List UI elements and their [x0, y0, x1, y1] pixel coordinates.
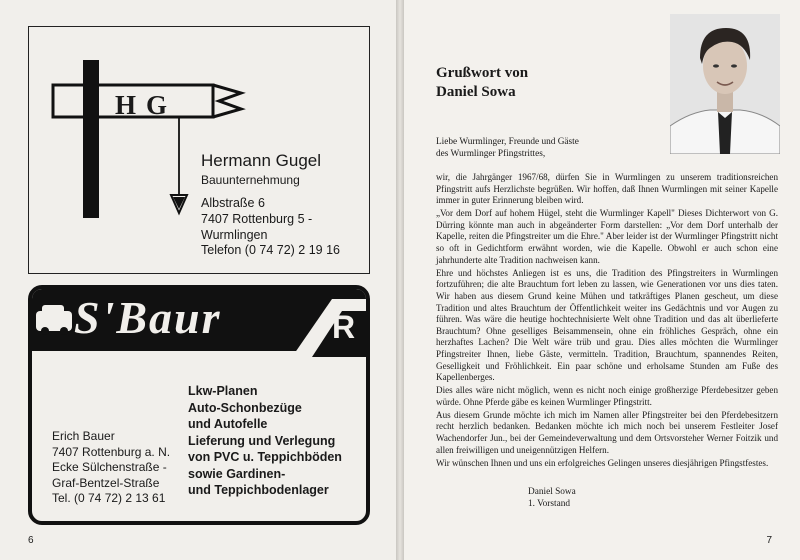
contact-line: Erich Bauer	[52, 429, 115, 443]
page-number-left: 6	[28, 535, 34, 546]
service-line: und Autofelle	[188, 417, 268, 431]
left-page	[0, 0, 396, 560]
bauer-logo-letter: R	[332, 309, 356, 345]
company-name: Hermann Gugel	[201, 151, 322, 170]
hg-logo-letters: HG	[115, 90, 178, 120]
service-line: und Teppichbodenlager	[188, 483, 329, 497]
company-type: Bauunternehmung	[201, 173, 300, 187]
salutation	[436, 136, 579, 161]
paragraph: Ehre und höchstes Anliegen ist es uns, die Tradition des Pfingstreiters in Wurmlingen fortzuführen; die alte Brauchtum fort leben zu lassen, wie Generationen vor uns dies taten. Wir haben aus diesem Grund keine Mühen und tatkräftiges Planen gescheut, um diese Tradition und altes Brauchtum der Öffentlichkeit weiter ins Gedächtnis und vor Augen zu führen. Was wäre die heutige hochtechnisierte Welt ohne Tradition und das alt überlieferte Brauchtum? Ohne geselliges Beisammensein, ohne ein fröhliches Gespräch, ohne ein herzhaftes Lachen? Die Welt wäre trüb und grau. Dies alles möchten die Wurmlinger Pfingstreiter Ihnen, liebe Gäste, vermitteln. Tradition, Brauchtum, spannendes Reiten, Geselligkeit und Fröhlichkeit. Ein paar schöne und erholsame Stunden am Fuße des Kapellenberges.	[436, 267, 778, 383]
paragraph: Wir wünschen Ihnen und uns ein erfolgreiches Gelingen unseres diesjährigen Pfingstfestes.	[436, 457, 769, 468]
paragraph: Aus diesem Grunde möchte ich mich im Namen aller Pfingstreiter bei den Pferdebesitzern recht herzlich bedanken. Bedanken möchte ich mich noch bei unserem Festleiter Josef Wachendorfer Jun., bei der Gemeindeverwaltung und dem Ortsvorsteher Werner Foitzik und allen freiwilligen und uneigennützigen Helfern.	[436, 409, 778, 455]
service-line: Lkw-Planen	[188, 384, 258, 398]
salutation-line: Liebe Wurmlinger, Freunde und Gäste	[436, 137, 579, 147]
bauer-contact	[52, 429, 170, 507]
contact-line: 7407 Rottenburg a. N.	[52, 444, 171, 459]
book-gutter	[396, 0, 404, 560]
ad-bauer	[28, 285, 370, 525]
signature-title: 1. Vorstand	[528, 499, 571, 510]
address-line: 7407 Rottenburg 5 -	[201, 212, 313, 226]
bauer-logo-text: S'Baur	[74, 292, 222, 343]
contact-line: Tel. (0 74 72) 2 13 61	[52, 491, 166, 505]
heading-line: Daniel Sowa	[436, 84, 516, 100]
service-line: sowie Gardinen-	[188, 466, 286, 481]
right-page	[404, 0, 800, 560]
paragraph: wir, die Jahrgänger 1967/68, dürfen Sie in Wurmlingen zu unserem traditionsreichen Pfingstritt aufs Herzlichste begrüßen. Wir hoffen, daß Ihnen Wurmlingen mit seiner Kapelle immer in guter Erinnerung bleiben wird.	[436, 172, 778, 206]
ad-hermann-gugel	[28, 26, 370, 274]
paragraph: Dies alles wäre nicht möglich, wenn es nicht noch einige großherzige Pferdebesitzer geben würde. Ohne Pferde gäbe es keinen Wurmlinger Pfingstritt.	[436, 385, 778, 407]
service-line: von PVC u. Teppichböden	[188, 450, 342, 464]
paragraph: „Vor dem Dorf auf hohem Hügel, steht die Wurmlinger Kapell" Dieses Dichterwort von G. Dürring könnte man auch in abgeänderter Form darstellen: „Vor dem Dorf unterhalb der Kapelle, reiten die Pfingstreiter um die Ehre." Aber leider ist der Wurmlinger Pfingstritt nicht so oft in Gedichtform erwähnt worden, wie die Kapelle. Obwohl er auch schon eine jahrhunderte alte Tradition nachweisen kann.	[436, 208, 778, 265]
page-number-right: 7	[766, 535, 772, 546]
greeting-heading	[436, 64, 528, 102]
letter-body	[436, 172, 778, 471]
contact-line: Ecke Sülchenstraße -	[52, 460, 167, 474]
service-line: Lieferung und Verlegung	[188, 433, 336, 448]
signature	[528, 486, 576, 510]
bauer-services	[188, 383, 342, 499]
company-phone: Telefon (0 74 72) 2 19 16	[201, 243, 340, 257]
heading-line: Grußwort von	[436, 65, 529, 81]
address-line: Wurmlingen	[201, 228, 268, 242]
contact-line: Graf-Bentzel-Straße	[52, 475, 160, 490]
company-address	[201, 195, 312, 243]
address-line: Albstraße 6	[201, 196, 265, 210]
salutation-line: des Wurmlinger Pfingstrittes,	[436, 149, 546, 160]
signature-name: Daniel Sowa	[528, 487, 576, 497]
portrait-photo	[670, 14, 780, 154]
service-line: Auto-Schonbezüge	[188, 400, 302, 415]
